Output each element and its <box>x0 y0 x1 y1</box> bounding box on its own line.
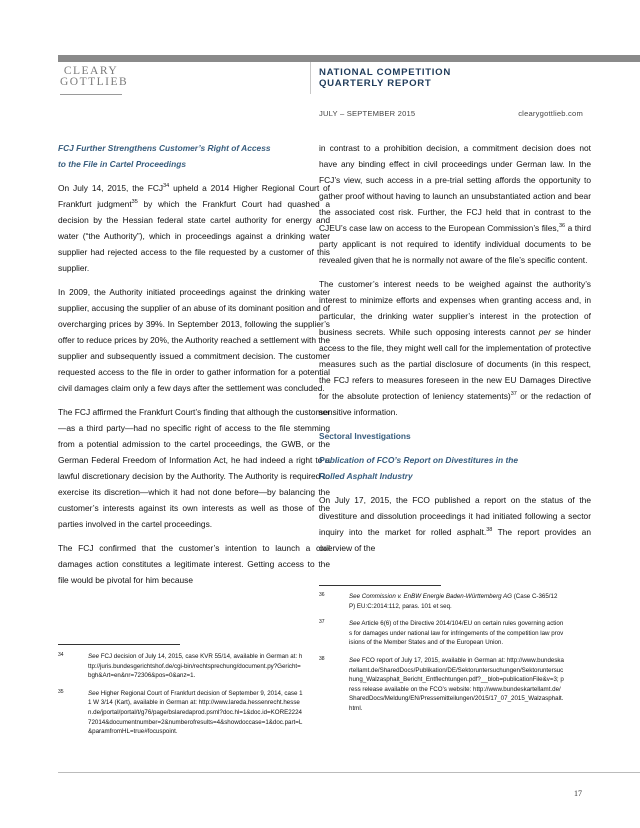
left-column <box>58 140 330 596</box>
footnotes-right <box>319 592 564 722</box>
footnote-ref[interactable]: 36 <box>558 223 566 229</box>
footnote: 35 See Higher Regional Court of Frankfurt decision of September 9, 2014, case 11 W 3/14 (Kart), available in German at: http://www.lareda.hessenrecht.hessen.de/jportal/portal/t/g76/page/bslaredaprod.psml?doc.hl=1&doc.id=KORE222472014&documentnumber=2&numberofresults=4&showdoccase=1&doc.part=L&paramfromHL=true#focuspoint. <box>58 688 303 736</box>
footnotes-left <box>58 652 303 745</box>
website-link[interactable]: clearygottlieb.com <box>518 109 583 118</box>
paragraph: On July 17, 2015, the FCO published a report on the status of the divestiture and dissolution proceedings it had initiated following a sector inquiry into the market for rolled asphalt.$^{38}$ The report provides an overview of the <box>319 495 591 553</box>
footnote-ref[interactable]: 37 <box>510 391 517 397</box>
report-title-line1: NATIONAL COMPETITION <box>319 67 451 78</box>
section-heading: Sectoral Investigations <box>319 431 411 441</box>
logo-line1: CLEARY <box>63 65 119 77</box>
header-band <box>58 55 640 62</box>
cleary-gottlieb-logo <box>60 65 129 88</box>
article-heading-fcj: FCJ Further Strengthens Customer’s Right of Access to the File in Cartel Proceedings <box>58 143 271 169</box>
paragraph: On July 14, 2015, the FCJ$^{34}$ upheld a 2014 Higher Regional Court of Frankfurt judgment$^{35}$ by which the Frankfurt Court had quashed a decision by the Hessian federal state cartel authority for energy and water (“the Authority”), which in proceedings against a drinking water supplier had rejected access to the file requested by a customer of this supplier. <box>58 183 331 273</box>
paragraph: The FCJ affirmed the Frankfurt Court’s finding that although the customer—as a third party—had no specific right of access to the file stemming from a potential admission to the cartel proceedings, the GWB, or the German Federal Freedom of Information Act, he had indeed a right to a lawful discretionary decision by the Authority. The Authority is required to exercise its discretion—which it had not done before—by balancing the customer’s interests against its own interests as well as those of the parties involved in the cartel proceedings. <box>58 407 330 529</box>
footnote: 37 See Article 6(6) of the Directive 2014/104/EU on certain rules governing actions for damages under national law for infringements of the competition law provisions of the Member States and of the European Union. <box>319 619 564 647</box>
footnote: 38 See FCO report of July 17, 2015, available in German at: http://www.bundeskartellamt.de/SharedDocs/Publikation/DE/Sektoruntersuchungen/Sektoruntersuchung_Walzasphalt_Bericht_Entflechtungen.pdf?__blob=publicationFile&v=3; press release available on the FCO’s website: http://www.bundeskartellamt.de/SharedDocs/Meldung/EN/Pressemitteilungen/2015/17_07_2015_Walzasphalt.html. <box>319 655 564 712</box>
header-divider <box>310 62 311 94</box>
paragraph: in contrast to a prohibition decision, a commitment decision does not have any binding effect in civil proceedings under German law. In the FCJ’s view, such access in a pre-trial setting affords the opportunity to gather proof without having to launch an unsubstantiated action and bear the associated cost risk. Further, the FCJ held that in contrast to the CJEU’s case law on access to the European Commission’s files,$^{36}$ a third party applicant is not required to identify individual documents to be revealed given that he is normally not aware of the file’s specific content. <box>319 143 592 265</box>
footnote-ref[interactable]: 38 <box>486 527 493 533</box>
footnote-ref[interactable]: 34 <box>163 183 170 189</box>
footer-rule <box>58 772 640 773</box>
paragraph: The customer’s interest needs to be weighed against the authority’s interest to minimize efforts and expenses when granting access and, in particular, the drinking water supplier’s interest in the protection of business secrets. While such opposing interests cannot per se hinder access to the file, they might well call for the implementation of protective measures such as the partial disclosure of documents (in this respect, the FCJ refers to measures foreseen in the new EU Damages Directive for the absolute protection of leniency statements)$^{37}$ or the redaction of sensitive information. <box>319 279 591 417</box>
logo-underline <box>60 94 122 95</box>
paragraph: The FCJ confirmed that the customer’s intention to launch a civil damages action constitutes a legitimate interest. Getting access to the file would be pivotal for him because <box>58 543 330 585</box>
footnote: 36 See Commission v. EnBW Energie Baden-Württemberg AG (Case C-365/12 P) EU:C:2014:112, paras. 101 et seq. <box>319 592 558 610</box>
report-title <box>319 67 451 89</box>
footnote-rule <box>58 644 180 645</box>
report-date: JULY – SEPTEMBER 2015 <box>319 109 416 118</box>
footnote-rule <box>319 585 441 586</box>
paragraph: In 2009, the Authority initiated proceedings against the drinking water supplier, accusing the supplier of an abuse of its dominant position and of overcharging prices by 39%. In September 2013, following the supplier’s offer to reduce prices by 20%, the Authority reached a settlement with the supplier and subsequently issued a commitment decision. The customer requested access to the file in order to gather information for a potential civil damages claim only a few days after the settlement was concluded. <box>58 287 330 393</box>
page-number: 17 <box>574 789 582 798</box>
logo-line2: GOTTLIEB <box>60 76 129 88</box>
footnote: 34 See FCJ decision of July 14, 2015, case KVR 55/14, available in German at: http://juris.bundesgerichtshof.de/cgi-bin/rechtsprechung/document.py?Gericht=bgh&Art=en&nr=72306&pos=0&anz=1. <box>58 652 303 680</box>
report-title-line2: QUARTERLY REPORT <box>319 78 432 89</box>
footnote-ref[interactable]: 35 <box>131 199 138 205</box>
right-column <box>319 140 591 564</box>
article-heading-fco: Publication of FCO’s Report on Divestitures in the Rolled Asphalt Industry <box>319 455 519 481</box>
